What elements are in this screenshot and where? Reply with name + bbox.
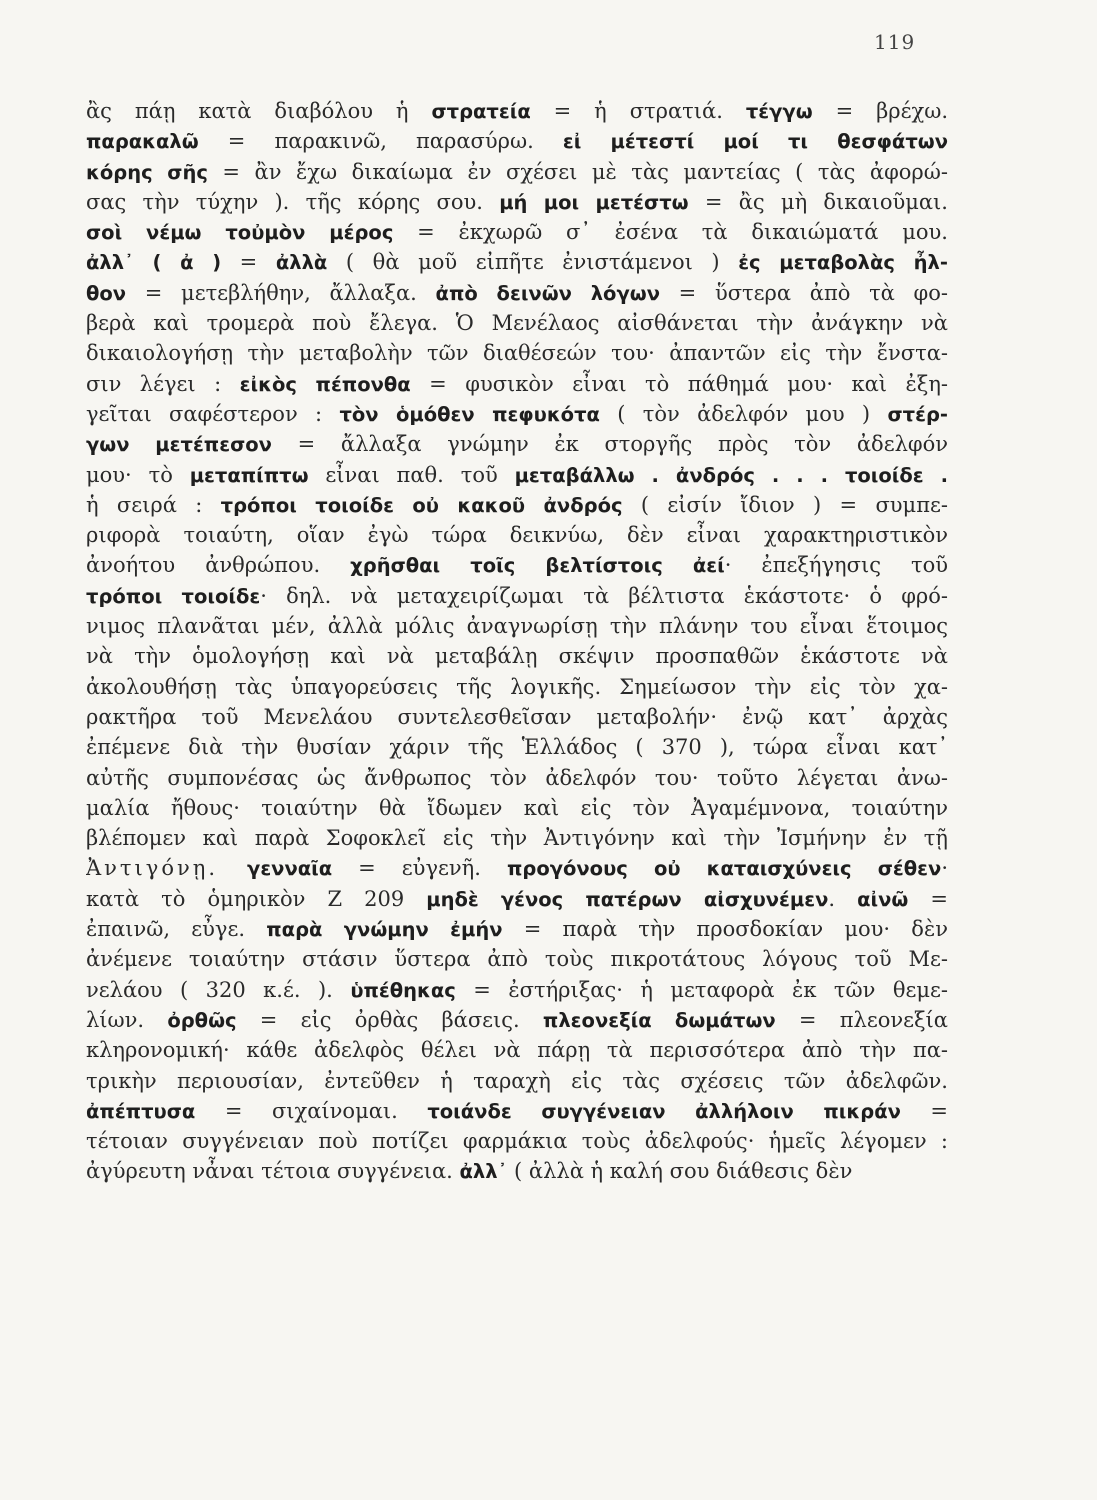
gloss-text: = σιχαίνομαι. — [195, 1098, 428, 1123]
gloss-text: νελάου ( 320 κ.έ. ). — [86, 977, 351, 1002]
gloss-text: ἀνοήτου ἀνθρώπου. — [86, 553, 351, 578]
lemma-term: σοὶ νέμω τοὐμὸν μέρος — [86, 221, 394, 245]
lemma-term: παρακαλῶ — [86, 130, 199, 154]
text-line — [86, 369, 948, 399]
gloss-text: ρακτῆρα τοῦ Μενελάου συντελεσθεῖσαν μεταβολήν· ἐνῷ κατ᾽ ἀρχὰς — [86, 704, 948, 729]
text-line — [86, 1126, 948, 1156]
gloss-text: = βρέχω. — [812, 99, 948, 123]
lemma-term: παρὰ γνώμην ἐμήν — [266, 918, 503, 942]
gloss-text: ἀνέμενε τοιαύτην στάσιν ὕστερα ἀπὸ τοὺς πικροτάτους λόγους τοῦ Με- — [86, 947, 948, 972]
text-line — [86, 763, 948, 793]
text-line — [86, 490, 948, 520]
gloss-text: βλέπομεν καὶ παρὰ Σοφοκλεῖ εἰς τὴν Ἀντιγόνην καὶ τὴν Ἰσμήνην ἐν τῇ — [86, 826, 948, 851]
gloss-text: = παρακινῶ, παρασύρω. — [198, 129, 563, 154]
gloss-text: τρικὴν περιουσίαν, ἐντεῦθεν ἡ ταραχὴ εἰς τὰς σχέσεις τῶν ἀδελφῶν. — [86, 1068, 948, 1093]
lemma-term: μηδὲ γένος πατέρων αἰσχυνέμεν — [426, 887, 829, 911]
gloss-text: μου· τὸ — [86, 462, 190, 487]
text-line — [86, 338, 948, 368]
gloss-text: = — [221, 250, 276, 275]
lemma-term: κόρης σῆς — [86, 160, 208, 184]
page-number: 119 — [874, 30, 916, 54]
lemma-term: πλεονεξία δωμάτων — [542, 1008, 776, 1032]
lemma-term: τρόποι τοιοίδε οὐ κακοῦ ἀνδρός — [220, 493, 623, 517]
lemma-term: τὸν ὁμόθεν πεφυκότα — [339, 402, 600, 426]
text-line — [86, 550, 948, 580]
gloss-text: = — [908, 886, 948, 911]
gloss-text: = παρὰ τὴν προσδοκίαν μου· δὲν — [502, 917, 948, 942]
gloss-text: ἐπαινῶ, εὖγε. — [86, 917, 267, 942]
text-line — [86, 884, 948, 914]
gloss-text: τέτοιαν συγγένειαν ποὺ ποτίζει φαρμάκια τοὺς ἀδελφούς· ἡμεῖς λέγομεν : — [86, 1129, 948, 1154]
text-line — [86, 247, 948, 277]
gloss-text: = — [900, 1098, 948, 1123]
gloss-text: ( ἀλλὰ ἡ καλή σου διάθεσις δὲν — [507, 1159, 853, 1184]
lemma-term: ἀπέπτυσα — [86, 1099, 196, 1123]
text-line — [86, 1035, 948, 1065]
text-line — [86, 611, 948, 641]
commentary-text — [86, 96, 948, 1187]
gloss-text: ( τὸν ἀδελφόν μου ) — [599, 401, 888, 426]
gloss-text: = ἡ στρατιά. — [530, 99, 746, 123]
gloss-text: αὐτῆς συμπονέσας ὡς ἄνθρωπος τὸν ἀδελφόν του· τοῦτο λέγεται ἀνω- — [86, 765, 948, 790]
gloss-text: κληρονομική· κάθε ἀδελφὸς θέλει νὰ πάρῃ τὰ περισσότερα ἀπὸ τὴν πα- — [86, 1038, 948, 1063]
text-line — [86, 1096, 948, 1126]
lemma-term: μεταβάλλω . ἀνδρός . . . τοιοίδε . — [514, 463, 948, 487]
lemma-term: στρατεία — [431, 100, 531, 123]
gloss-text: γεῖται σαφέστερον : — [86, 401, 340, 426]
text-line — [86, 217, 948, 247]
text-line — [86, 702, 948, 732]
gloss-text: = ἐστήριξας· ἡ μεταφορὰ ἐκ τῶν θεμε- — [455, 977, 948, 1002]
lemma-term: μεταπίπτω — [189, 463, 309, 487]
gloss-text: ἡ σειρά : — [86, 492, 221, 517]
gloss-text: σιν λέγει : — [86, 371, 240, 396]
lemma-term: μή μοι μετέστω — [499, 190, 689, 214]
lemma-term: γενναῖα — [247, 857, 333, 881]
gloss-text: ( εἰσίν ἴδιον ) = συμπε- — [622, 492, 948, 517]
gloss-text: βερὰ καὶ τρομερὰ ποὺ ἔλεγα. Ὁ Μενέλαος αἰσθάνεται τὴν ἀνάγκην νὰ — [86, 311, 948, 336]
text-line — [86, 641, 948, 671]
text-line — [86, 278, 948, 308]
text-line — [86, 399, 948, 429]
gloss-text: = ὕστερα ἀπὸ τὰ φο- — [659, 280, 948, 305]
gloss-text: ριφορὰ τοιαύτη, οἵαν ἐγὼ τώρα δεικνύω, δὲν εἶναι χαρακτηριστικὸν — [86, 523, 948, 548]
lemma-term: ἀλλ᾽ — [459, 1160, 508, 1184]
text-line — [86, 853, 948, 883]
gloss-text: = εἰς ὀρθὰς βάσεις. — [236, 1007, 543, 1032]
text-line — [86, 914, 948, 944]
text-line — [86, 1156, 948, 1186]
gloss-text: ( θὰ μοῦ εἰπῆτε ἐνιστάμενοι ) — [327, 250, 739, 275]
gloss-text: · δηλ. νὰ μεταχειρίζωμαι τὰ βέλτιστα ἑκάστοτε· ὁ φρό- — [260, 583, 948, 608]
lemma-term: τέγγω — [745, 100, 813, 123]
gloss-text: δικαιολογήσῃ τὴν μεταβολὴν τῶν διαθέσεών του· ἀπαντῶν εἰς τὴν ἔνστα- — [86, 341, 948, 366]
lemma-term: στέρ- — [887, 402, 948, 426]
gloss-text: νὰ τὴν ὁμολογήσῃ καὶ νὰ μεταβάλῃ σκέψιν προσπαθῶν ἑκάστοτε νὰ — [86, 644, 948, 669]
gloss-text: ἂς πάῃ κατὰ διαβόλου ἡ — [86, 99, 432, 123]
text-line — [86, 96, 948, 126]
text-line — [86, 793, 948, 823]
text-line — [86, 520, 948, 550]
text-line — [86, 157, 948, 187]
text-line — [86, 126, 948, 156]
lemma-term: ἐς μεταβολὰς ἦλ- — [738, 251, 948, 275]
gloss-text: = ἄλλαξα γνώμην ἐκ στοργῆς πρὸς τὸν ἀδελφόν — [271, 432, 948, 457]
gloss-text: = εὐγενῆ. — [332, 856, 507, 881]
gloss-text: · — [941, 856, 948, 881]
gloss-text: = μετεβλήθην, ἄλλαξα. — [126, 280, 436, 305]
gloss-text: εἶναι παθ. τοῦ — [308, 462, 515, 487]
text-line — [86, 1005, 948, 1035]
text-line — [86, 1066, 948, 1096]
text-line — [86, 460, 948, 490]
gloss-text: λίων. — [86, 1007, 168, 1032]
text-line — [86, 732, 948, 762]
gloss-text: = ἐκχωρῶ σ᾽ ἐσένα τὰ δικαιώματά μου. — [393, 220, 948, 245]
gloss-text: μαλία ἤθους· τοιαύτην θὰ ἴδωμεν καὶ εἰς τὸν Ἀγαμέμνονα, τοιαύτην — [86, 795, 948, 820]
lemma-term: προγόνους οὐ καταισχύνεις σέθεν — [506, 857, 942, 881]
gloss-text: Ἀντιγόνῃ. — [86, 856, 248, 881]
text-line — [86, 944, 948, 974]
lemma-term: ἀλλ᾽ ( ἀ ) — [86, 251, 222, 275]
gloss-text: ἀκολουθήσῃ τὰς ὑπαγορεύσεις τῆς λογικῆς. Σημείωσον τὴν εἰς τὸν χα- — [86, 674, 948, 699]
lemma-term: εἰ μέτεστί μοί τι θεσφάτων — [562, 130, 948, 154]
lemma-term: τοιάνδε συγγένειαν ἀλλήλοιν πικράν — [427, 1099, 901, 1123]
text-line — [86, 308, 948, 338]
lemma-term: ἀπὸ δεινῶν λόγων — [435, 281, 660, 305]
gloss-text: = ἂν ἔχω δικαίωμα ἐν σχέσει μὲ τὰς μαντείας ( τὰς ἀφορώ- — [207, 159, 948, 184]
lemma-term: χρῆσθαι τοῖς βελτίστοις ἀεί — [350, 554, 725, 578]
lemma-term: γων μετέπεσον — [86, 433, 272, 457]
text-line — [86, 581, 948, 611]
text-line — [86, 975, 948, 1005]
gloss-text: = φυσικὸν εἶναι τὸ πάθημά μου· καὶ ἐξη- — [410, 371, 948, 396]
lemma-term: αἰνῶ — [857, 887, 909, 911]
text-line — [86, 187, 948, 217]
gloss-text: σας τὴν τύχην ). τῆς κόρης σου. — [86, 189, 500, 214]
gloss-text: . — [828, 886, 858, 911]
text-line — [86, 429, 948, 459]
gloss-text: = ἂς μὴ δικαιοῦμαι. — [688, 189, 948, 214]
lemma-term: τρόποι τοιοίδε — [86, 584, 261, 608]
lemma-term: ὀρθῶς — [167, 1008, 237, 1032]
gloss-text: = πλεονεξία — [775, 1007, 948, 1032]
gloss-text: · ἐπεξήγησις τοῦ — [724, 553, 948, 578]
gloss-text: ἀγύρευτη νἆναι τέτοια συγγένεια. — [86, 1159, 460, 1184]
gloss-text: νιμος πλανᾶται μέν, ἀλλὰ μόλις ἀναγνωρίσῃ τὴν πλάνην του εἶναι ἕτοιμος — [86, 614, 948, 639]
lemma-term: θον — [86, 281, 127, 305]
text-line — [86, 823, 948, 853]
lemma-term: εἰκὸς πέπονθα — [239, 372, 411, 396]
text-line — [86, 672, 948, 702]
gloss-text: κατὰ τὸ ὁμηρικὸν Ζ 209 — [86, 886, 427, 911]
lemma-term: ὑπέθηκας — [350, 978, 456, 1002]
lemma-term: ἀλλὰ — [275, 251, 328, 275]
gloss-text: ἐπέμενε διὰ τὴν θυσίαν χάριν τῆς Ἑλλάδος ( 370 ), τώρα εἶναι κατ᾽ — [86, 735, 948, 760]
